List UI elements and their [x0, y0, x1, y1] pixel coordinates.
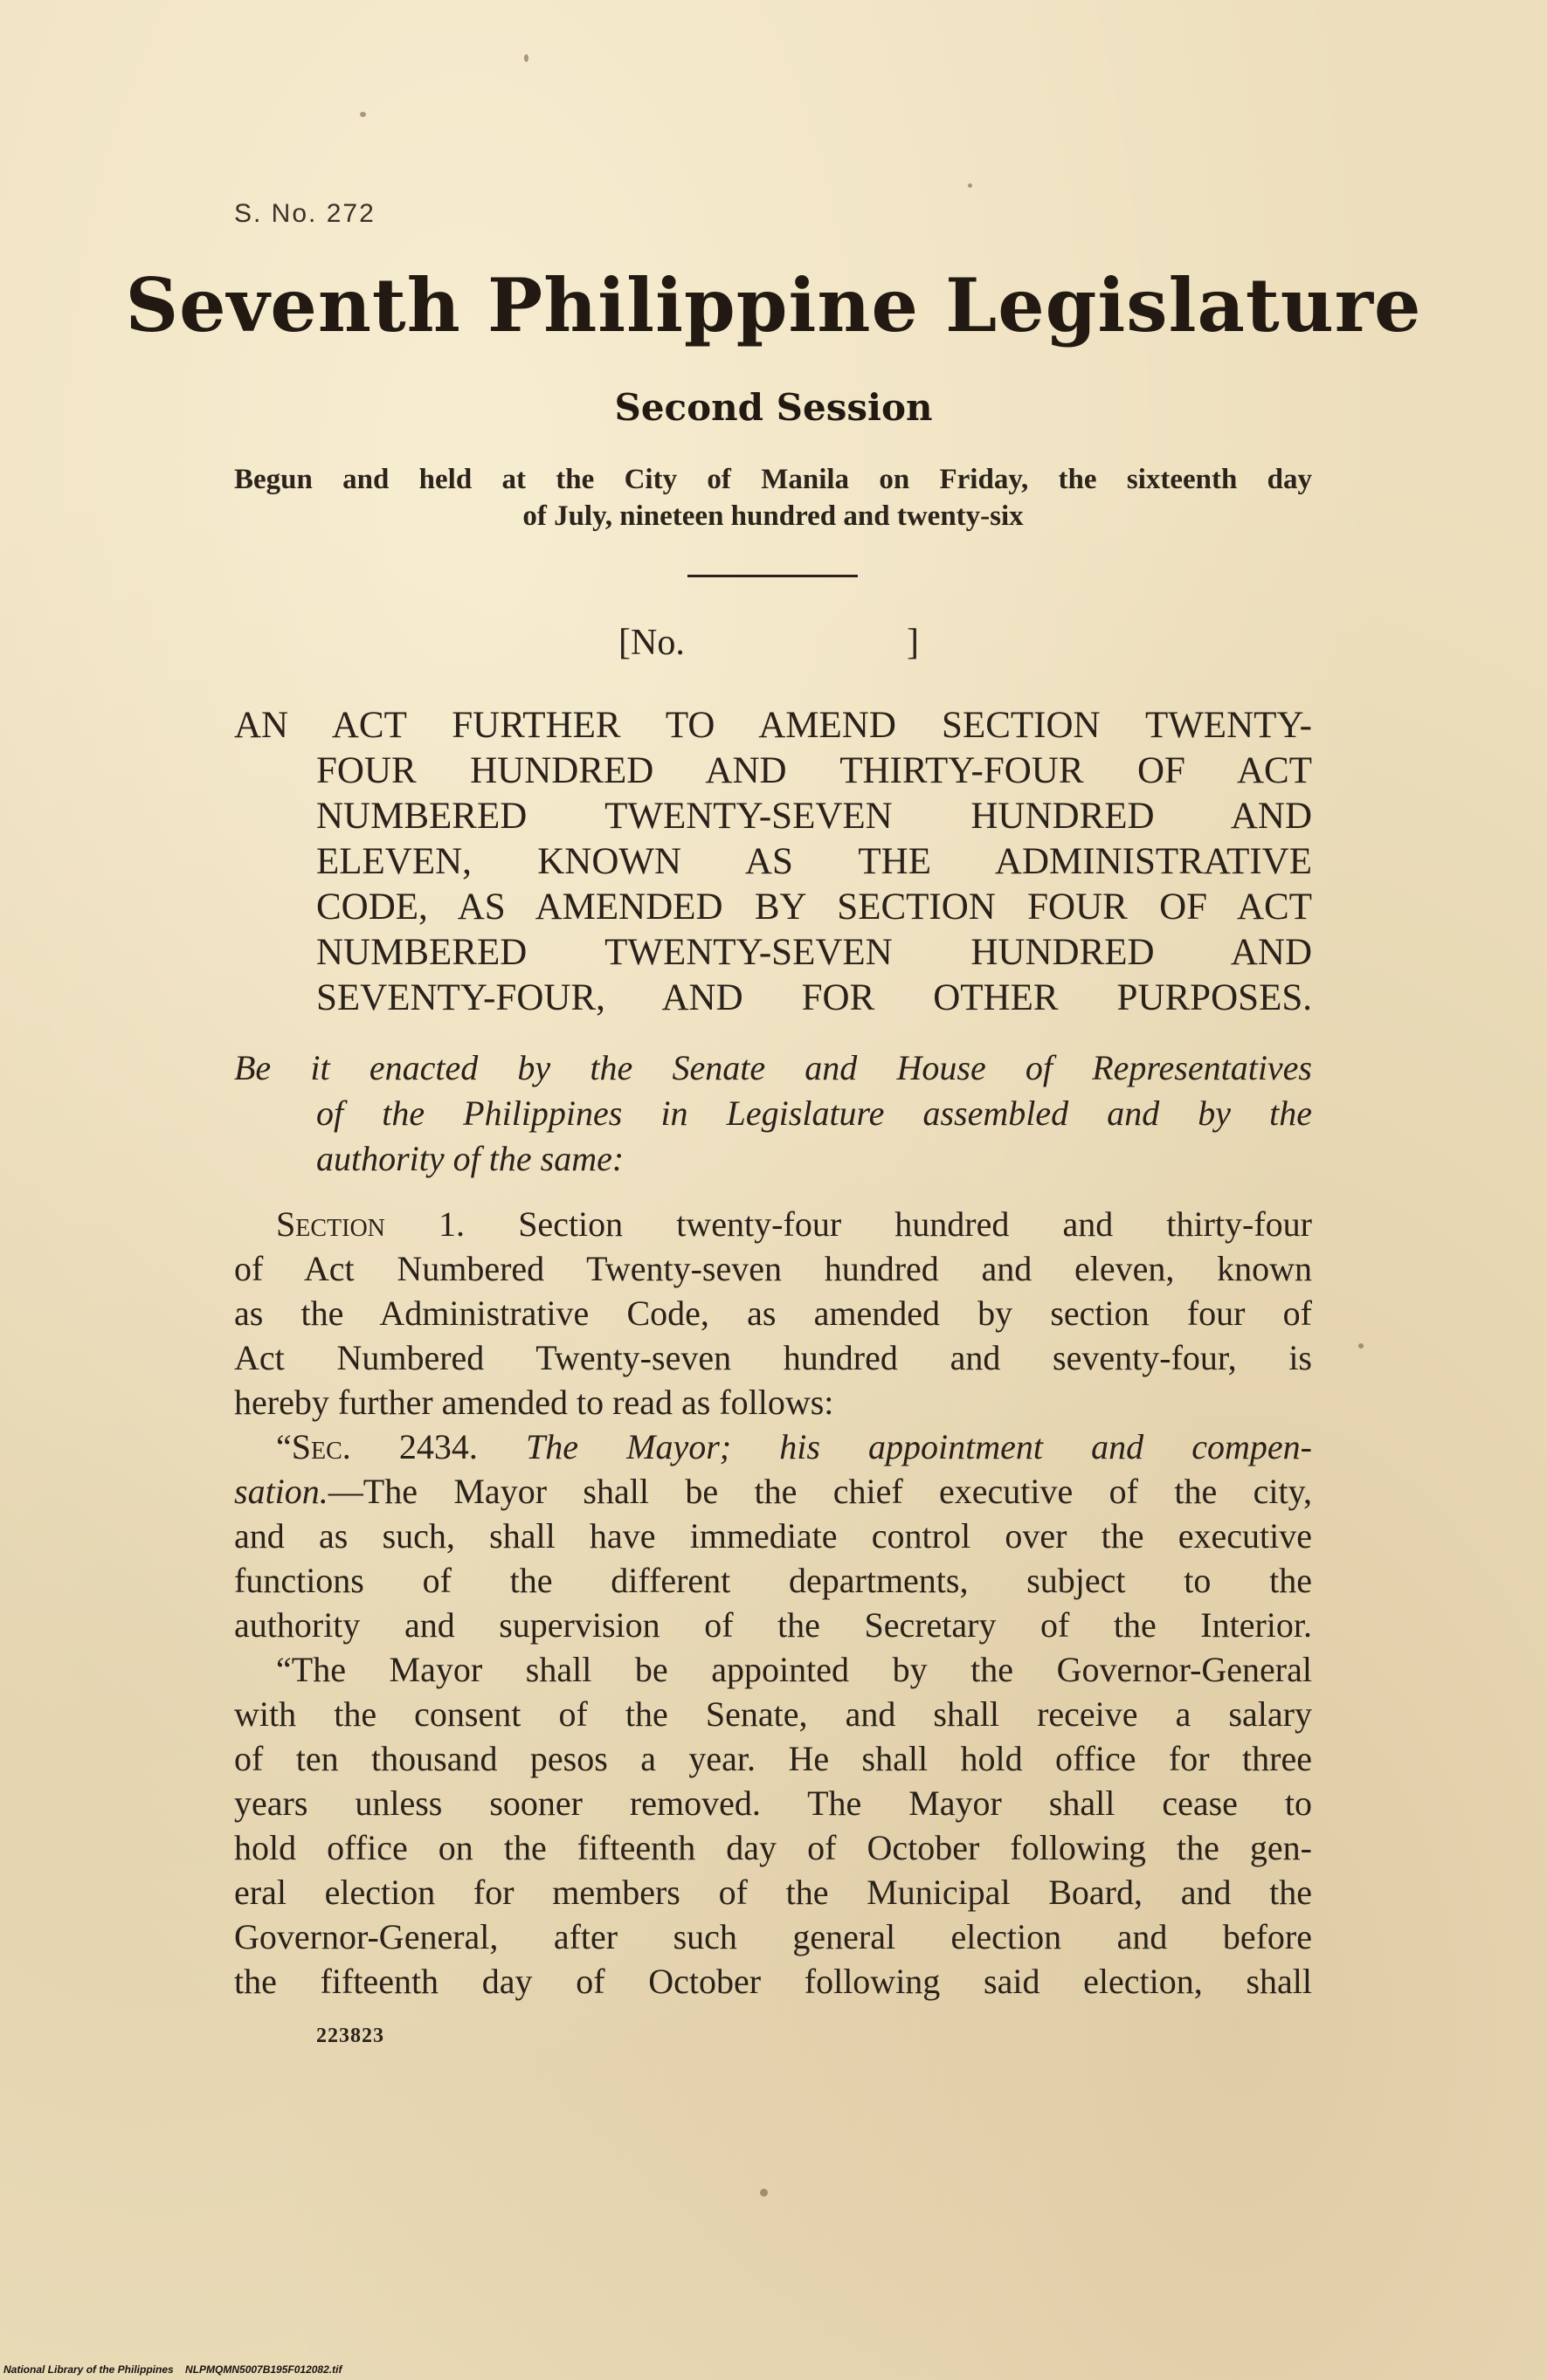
act-title [234, 703, 1312, 1021]
section-label: Section 1. [276, 1204, 466, 1244]
body-line-text: —The Mayor shall be the chief executive of the city, [328, 1472, 1312, 1511]
body-line: of ten thousand pesos a year. He shall hold office for three [234, 1739, 1312, 1778]
title-line: SEVENTY-FOUR, AND FOR OTHER PURPOSES. [316, 977, 1312, 1018]
paper-speck [360, 112, 366, 117]
body-line: eral election for members of the Municipal Board, and the [234, 1873, 1312, 1912]
enacting-clause [234, 1045, 1312, 1182]
body-line: Governor-General, after such general election and before [234, 1917, 1312, 1956]
legislature-heading: Seventh Philippine Legislature [125, 262, 1422, 348]
body-line: the fifteenth day of October following said election, shall [234, 1962, 1312, 2001]
body-line: and as such, shall have immediate control over the executive [234, 1516, 1312, 1556]
body-line [234, 1425, 1312, 1469]
body-line: functions of the different departments, subject to the [234, 1561, 1312, 1600]
title-line: AN ACT FURTHER TO AMEND SECTION TWENTY- [234, 705, 1312, 746]
section-body [234, 1202, 1312, 2004]
paper-speck [1358, 1343, 1364, 1349]
title-line: FOUR HUNDRED AND THIRTY-FOUR OF ACT [316, 750, 1312, 791]
session-heading: Second Session [614, 386, 933, 429]
body-line-text: Section twenty-four hundred and thirty-four [518, 1204, 1312, 1244]
bill-number: S. No. 272 [234, 199, 376, 228]
body-line [234, 1469, 1312, 1514]
body-line: as the Administrative Code, as amended by section four of [234, 1293, 1312, 1333]
footer-number: 223823 [316, 2025, 384, 2047]
act-number-close: ] [907, 623, 919, 663]
session-info-line: Begun and held at the City of Manila on Friday, the sixteenth day [234, 464, 1312, 495]
act-number-bracket [618, 622, 919, 664]
session-info-line: of July, nineteen hundred and twenty-six [522, 500, 1024, 532]
sec-heading-italic: The Mayor; his appointment and compen- [526, 1427, 1312, 1466]
title-line: NUMBERED TWENTY-SEVEN HUNDRED AND [316, 796, 1312, 837]
title-line: ELEVEN, KNOWN AS THE ADMINISTRATIVE [316, 841, 1312, 882]
paper-speck [760, 2189, 768, 2197]
enacting-line: of the Philippines in Legislature assembled and by the [316, 1093, 1312, 1133]
paper-speck [968, 183, 972, 188]
body-line: Act Numbered Twenty-seven hundred and seventy-four, is [234, 1338, 1312, 1377]
body-line: hereby further amended to read as follows: [234, 1383, 834, 1422]
title-line: CODE, AS AMENDED BY SECTION FOUR OF ACT [316, 886, 1312, 928]
enacting-line: authority of the same: [316, 1139, 625, 1178]
body-line: authority and supervision of the Secretary of the Interior. [234, 1605, 1312, 1645]
body-line [234, 1202, 1312, 1246]
archive-note: National Library of the Philippines NLPMQMN5007B195F012082.tif [3, 2363, 342, 2376]
body-line: hold office on the fifteenth day of October following the gen- [234, 1828, 1312, 1867]
body-line: of Act Numbered Twenty-seven hundred and eleven, known [234, 1249, 1312, 1288]
sec-label: “Sec. 2434. [276, 1427, 478, 1466]
body-line: “The Mayor shall be appointed by the Governor-General [276, 1650, 1312, 1689]
divider-rule [687, 575, 858, 577]
title-line: NUMBERED TWENTY-SEVEN HUNDRED AND [316, 932, 1312, 973]
enacting-line: Be it enacted by the Senate and House of Representatives [234, 1048, 1312, 1087]
paper-speck [524, 54, 528, 62]
act-number-open: [No. [618, 623, 685, 663]
body-line: years unless sooner removed. The Mayor shall cease to [234, 1783, 1312, 1823]
body-line: with the consent of the Senate, and shall receive a salary [234, 1694, 1312, 1734]
session-info [234, 461, 1312, 535]
sec-heading-italic: sation. [234, 1472, 328, 1511]
